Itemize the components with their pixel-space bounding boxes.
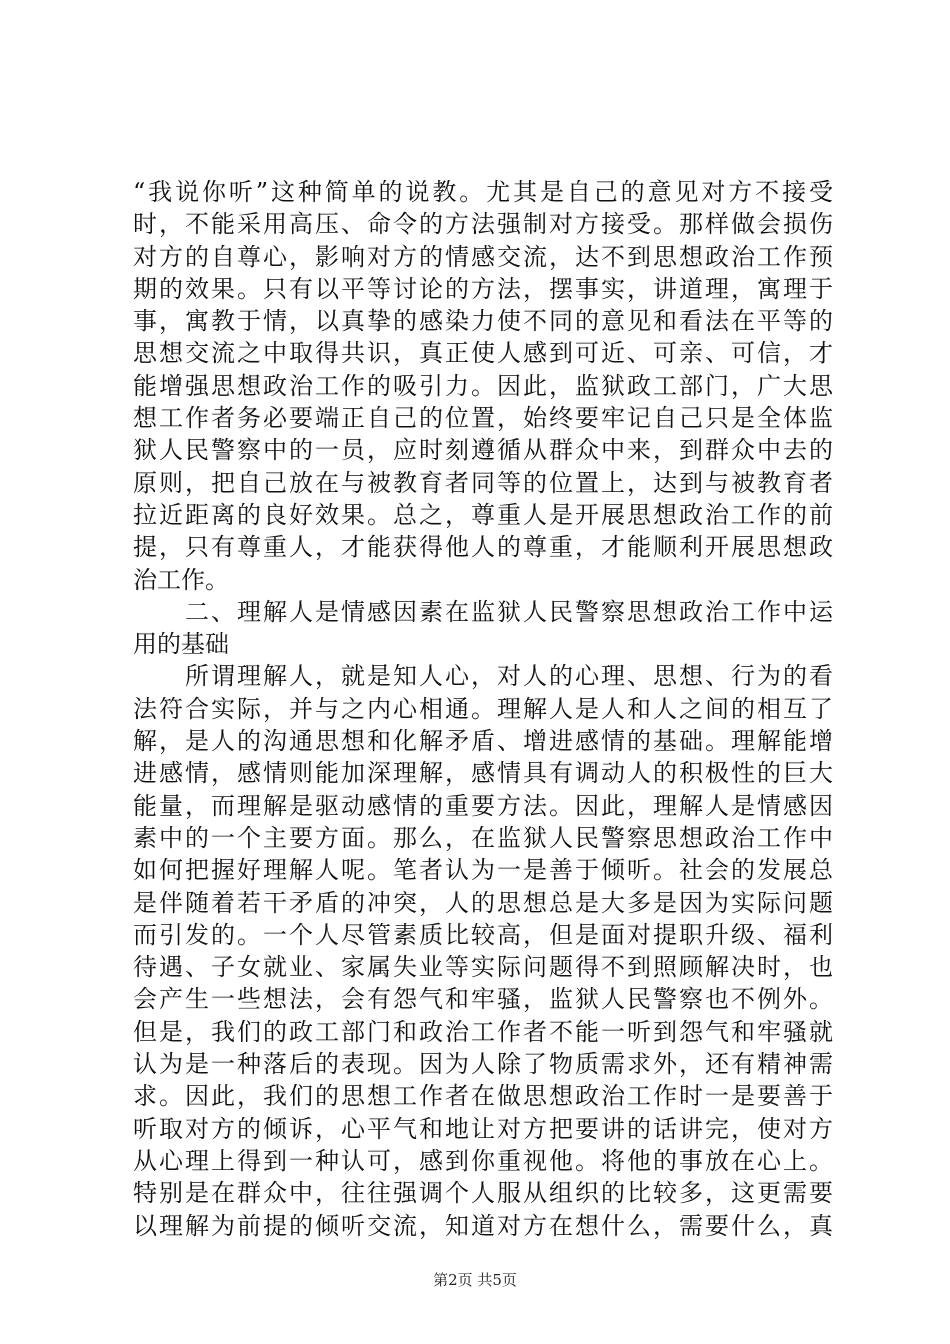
page-footer	[0, 1270, 950, 1290]
text-line: 时，不能采用高压、命令的方法强制对方接受。那样做会损伤	[133, 210, 833, 239]
text-line: 所谓理解人，就是知人心，对人的心理、思想、行为的看	[133, 662, 833, 691]
text-line: 想工作者务必要端正自己的位置，始终要牢记自己只是全体监	[133, 404, 833, 433]
text-line: 法符合实际，并与之内心相通。理解人是人和人之间的相互了	[133, 694, 833, 723]
text-line: 拉近距离的良好效果。总之，尊重人是开展思想政治工作的前	[133, 500, 833, 529]
section-heading-line: 用的基础	[133, 630, 229, 659]
page-number-label: 第2页 共5页	[433, 1271, 517, 1289]
text-line: 听取对方的倾诉，心平气和地让对方把要讲的话讲完，使对方	[133, 1114, 833, 1143]
text-line: 是伴随着若干矛盾的冲突，人的思想总是大多是因为实际问题	[133, 888, 833, 917]
text-line: 待遇、子女就业、家属失业等实际问题得不到照顾解决时，也	[133, 953, 833, 982]
text-line: 治工作。	[133, 565, 229, 594]
section-heading-line: 二、理解人是情感因素在监狱人民警察思想政治工作中运	[133, 597, 833, 626]
text-line: 特别是在群众中，往往强调个人服从组织的比较多，这更需要	[133, 1179, 833, 1208]
text-line: 从心理上得到一种认可，感到你重视他。将他的事放在心上。	[133, 1146, 833, 1175]
text-line: 狱人民警察中的一员，应时刻遵循从群众中来，到群众中去的	[133, 436, 833, 465]
text-line: 提，只有尊重人，才能获得他人的尊重，才能顺利开展思想政	[133, 533, 833, 562]
text-line: 能增强思想政治工作的吸引力。因此，监狱政工部门，广大思	[133, 371, 833, 400]
text-line: 能量，而理解是驱动感情的重要方法。因此，理解人是情感因	[133, 791, 833, 820]
text-line: 以理解为前提的倾听交流，知道对方在想什么，需要什么，真	[133, 1211, 833, 1240]
text-line: 解，是人的沟通思想和化解矛盾、增进感情的基础。理解能增	[133, 727, 833, 756]
text-line: “我说你听”这种简单的说教。尤其是自己的意见对方不接受	[133, 178, 833, 206]
text-line: 认为是一种落后的表现。因为人除了物质需求外，还有精神需	[133, 1050, 833, 1079]
text-line: 原则，把自己放在与被教育者同等的位置上，达到与被教育者	[133, 468, 833, 497]
text-line: 素中的一个主要方面。那么，在监狱人民警察思想政治工作中	[133, 823, 833, 852]
text-line: 如何把握好理解人呢。笔者认为一是善于倾听。社会的发展总	[133, 856, 833, 885]
body-text	[133, 176, 833, 1242]
text-line: 思想交流之中取得共识，真正使人感到可近、可亲、可信，才	[133, 339, 833, 368]
text-line: 会产生一些想法，会有怨气和牢骚，监狱人民警察也不例外。	[133, 985, 833, 1014]
text-line: 对方的自尊心，影响对方的情感交流，达不到思想政治工作预	[133, 242, 833, 271]
text-line: 进感情，感情则能加深理解，感情具有调动人的积极性的巨大	[133, 759, 833, 788]
text-line: 事，寓教于情，以真挚的感染力使不同的意见和看法在平等的	[133, 307, 833, 336]
text-line: 但是，我们的政工部门和政治工作者不能一听到怨气和牢骚就	[133, 1017, 833, 1046]
text-line: 求。因此，我们的思想工作者在做思想政治工作时一是要善于	[133, 1082, 833, 1111]
text-line: 期的效果。只有以平等讨论的方法，摆事实，讲道理，寓理于	[133, 274, 833, 303]
text-line: 而引发的。一个人尽管素质比较高，但是面对提职升级、福利	[133, 920, 833, 949]
